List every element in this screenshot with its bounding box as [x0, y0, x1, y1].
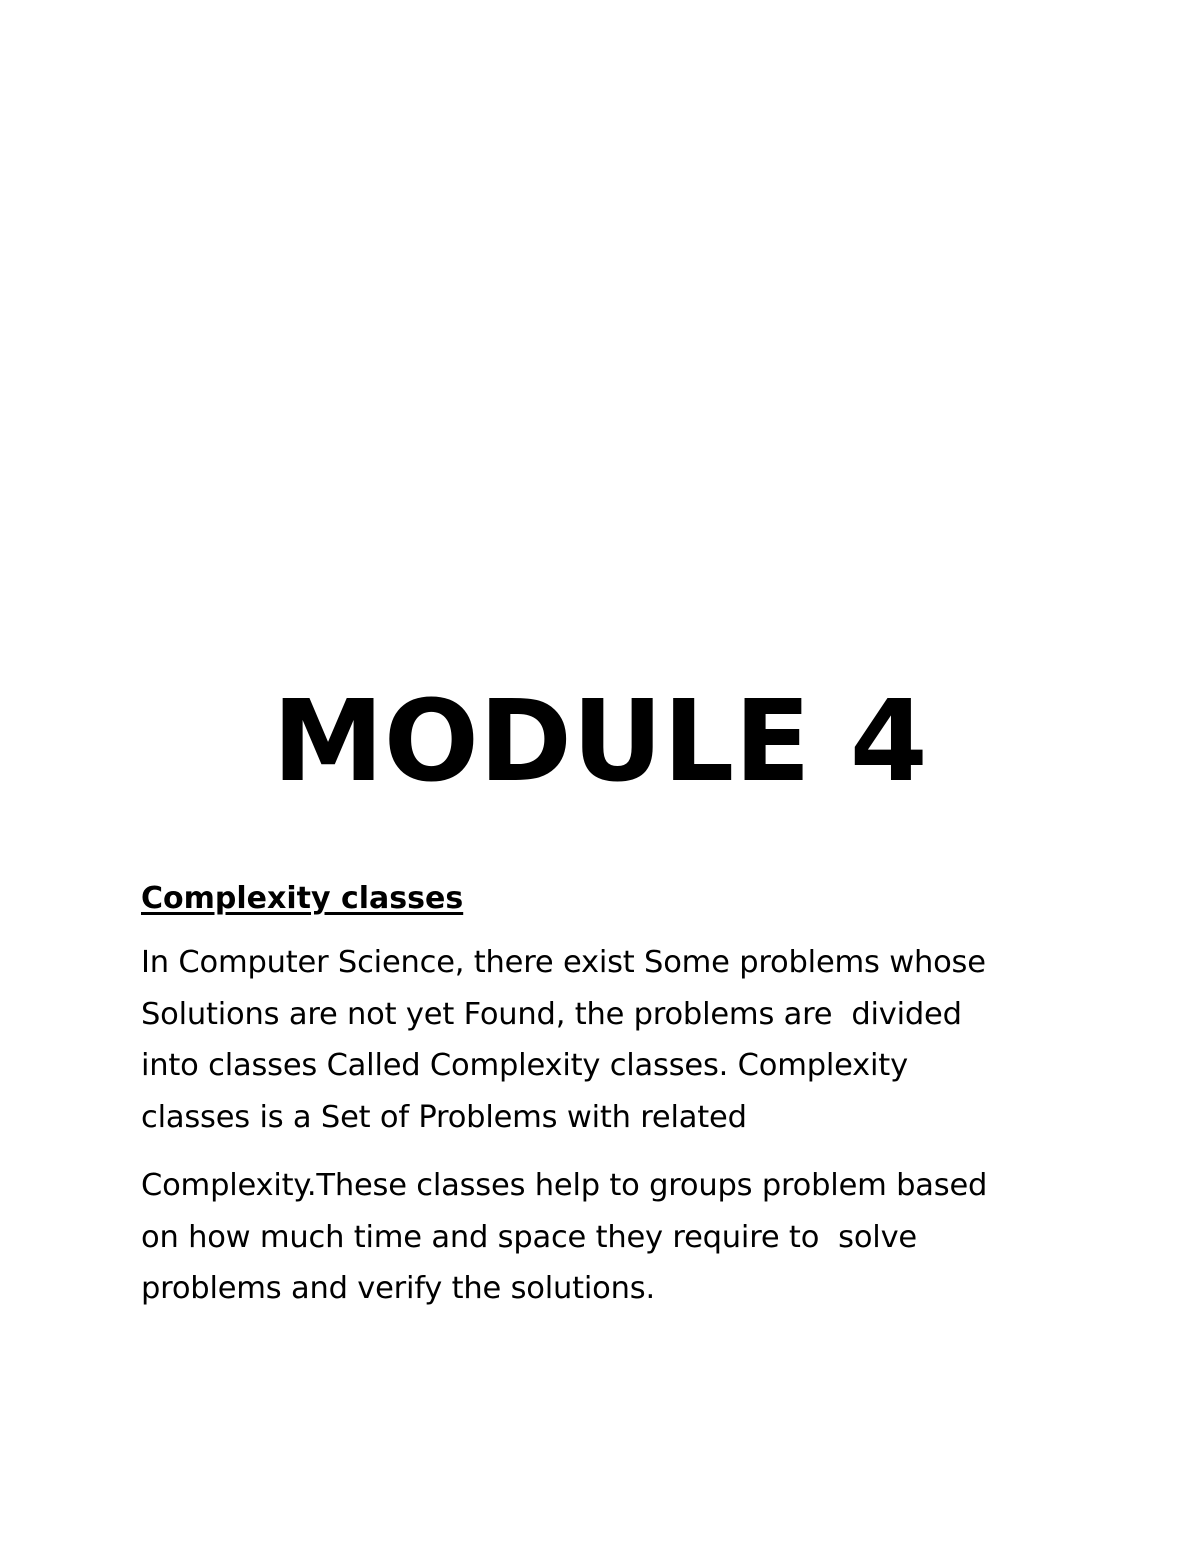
paragraph-line: on how much time and space they require to solve: [141, 1219, 917, 1255]
paragraph-line: In Computer Science, there exist Some problems whose: [141, 945, 986, 980]
paragraph-1: [141, 937, 1061, 1143]
module-title: MODULE 4: [272, 677, 928, 807]
paragraph-2: [141, 1160, 1061, 1315]
paragraph-line: problems and verify the solutions.: [141, 1271, 655, 1306]
paragraph-line: classes is a Set of Problems with related: [141, 1099, 747, 1135]
document-body: [141, 878, 1061, 1315]
paragraph-line: Solutions are not yet Found, the problems are divided: [141, 996, 962, 1032]
paragraph-line: into classes Called Complexity classes. Complexity: [141, 1048, 908, 1083]
paragraph-line: Complexity.These classes help to groups problem based: [141, 1168, 988, 1203]
section-heading: Complexity classes: [141, 881, 464, 916]
